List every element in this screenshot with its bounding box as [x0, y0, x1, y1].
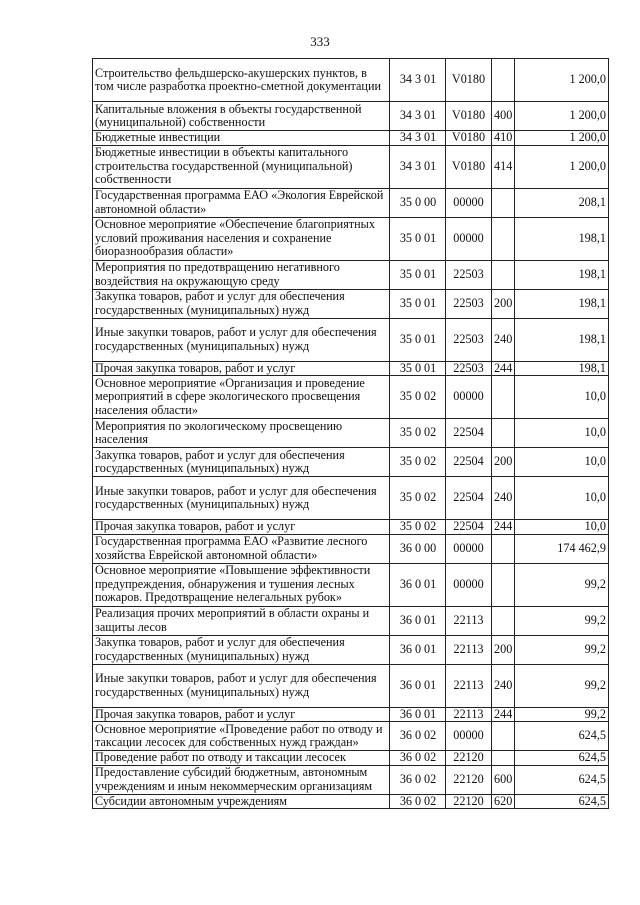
row-code-cell — [390, 318, 446, 361]
row-vr-cell: 200 — [492, 635, 515, 664]
code-part-p3: 02 — [424, 425, 437, 440]
row-csr-cell: V0180 — [446, 59, 492, 102]
row-name-cell: Прочая закупка товаров, работ и услуг — [93, 707, 390, 722]
table-row — [93, 722, 609, 751]
table-row — [93, 635, 609, 664]
row-sum-cell: 624,5 — [515, 765, 609, 794]
row-name-cell: Мероприятия по экологическому просвещению населения — [93, 419, 390, 448]
code-part-p3: 01 — [424, 331, 437, 346]
row-csr-cell: 22120 — [446, 751, 492, 766]
row-sum-cell: 198,1 — [515, 361, 609, 376]
code-part-p1: 36 — [399, 641, 412, 656]
row-csr-cell: 00000 — [446, 217, 492, 260]
row-vr-cell: 620 — [492, 794, 515, 809]
code-part-p3: 01 — [424, 108, 437, 123]
row-code-cell — [390, 217, 446, 260]
table-row — [93, 534, 609, 563]
row-sum-cell: 1 200,0 — [515, 145, 609, 188]
row-code-cell — [390, 361, 446, 376]
row-code-cell — [390, 419, 446, 448]
row-csr-cell: V0180 — [446, 145, 492, 188]
row-sum-cell: 10,0 — [515, 448, 609, 477]
code-part-p3: 01 — [424, 677, 437, 692]
code-part-p3: 01 — [424, 361, 437, 375]
row-name-cell: Иные закупки товаров, работ и услуг для обеспечения государственных (муниципальных) нужд — [93, 664, 390, 707]
row-code-cell — [390, 289, 446, 318]
code-part-p3: 01 — [424, 230, 437, 245]
code-part-p3: 02 — [424, 454, 437, 469]
code-part-p1: 35 — [399, 194, 412, 209]
row-sum-cell: 99,2 — [515, 707, 609, 722]
row-name-cell: Субсидии автономным учреждениям — [93, 794, 390, 809]
code-part-p3: 02 — [424, 794, 437, 808]
row-vr-cell — [492, 534, 515, 563]
code-part-p2: 0 — [414, 454, 422, 469]
row-name-cell: Бюджетные инвестиции — [93, 131, 390, 146]
code-part-p3: 02 — [424, 728, 437, 743]
row-code-cell — [390, 707, 446, 722]
code-part-p2: 0 — [414, 490, 422, 505]
code-part-p3: 01 — [424, 72, 437, 87]
code-part-p3: 01 — [424, 641, 437, 656]
row-csr-cell: 22120 — [446, 765, 492, 794]
row-vr-cell — [492, 751, 515, 766]
row-vr-cell: 414 — [492, 145, 515, 188]
row-vr-cell: 400 — [492, 102, 515, 131]
code-part-p3: 02 — [424, 771, 437, 786]
code-part-p2: 0 — [414, 677, 422, 692]
row-code-cell — [390, 131, 446, 146]
row-vr-cell — [492, 606, 515, 635]
code-part-p2: 0 — [414, 519, 422, 533]
code-part-p1: 36 — [399, 540, 412, 555]
row-name-cell: Бюджетные инвестиции в объекты капитального строительства государственной (муниципальной) собственности — [93, 145, 390, 188]
row-sum-cell: 624,5 — [515, 751, 609, 766]
table-row — [93, 563, 609, 606]
code-part-p2: 0 — [414, 728, 422, 743]
row-vr-cell — [492, 188, 515, 217]
row-name-cell: Основное мероприятие «Обеспечение благоприятных условий проживания населения и сохранение биоразнообразия области» — [93, 217, 390, 260]
table-row — [93, 794, 609, 809]
row-code-cell — [390, 59, 446, 102]
row-sum-cell: 99,2 — [515, 664, 609, 707]
row-sum-cell: 1 200,0 — [515, 102, 609, 131]
code-part-p1: 36 — [399, 771, 412, 786]
code-part-p1: 36 — [399, 707, 412, 721]
row-code-cell — [390, 765, 446, 794]
row-csr-cell: 22113 — [446, 664, 492, 707]
code-part-p2: 0 — [414, 771, 422, 786]
table-row — [93, 477, 609, 520]
row-sum-cell: 1 200,0 — [515, 131, 609, 146]
code-part-p1: 36 — [399, 728, 412, 743]
row-code-cell — [390, 534, 446, 563]
row-vr-cell — [492, 260, 515, 289]
row-sum-cell: 624,5 — [515, 722, 609, 751]
code-part-p1: 36 — [399, 576, 412, 591]
code-part-p2: 0 — [414, 389, 422, 404]
table-row — [93, 318, 609, 361]
code-part-p3: 02 — [424, 519, 437, 533]
budget-table — [92, 58, 609, 809]
row-csr-cell: 22503 — [446, 289, 492, 318]
row-sum-cell: 10,0 — [515, 419, 609, 448]
table-row — [93, 419, 609, 448]
row-code-cell — [390, 260, 446, 289]
code-part-p1: 35 — [399, 425, 412, 440]
row-sum-cell: 198,1 — [515, 289, 609, 318]
row-code-cell — [390, 376, 446, 419]
row-csr-cell: 22503 — [446, 318, 492, 361]
code-part-p2: 0 — [414, 576, 422, 591]
row-csr-cell: 00000 — [446, 534, 492, 563]
row-code-cell — [390, 448, 446, 477]
code-part-p2: 0 — [414, 266, 422, 281]
row-sum-cell: 10,0 — [515, 477, 609, 520]
row-sum-cell: 99,2 — [515, 606, 609, 635]
row-csr-cell: 22113 — [446, 635, 492, 664]
code-part-p1: 36 — [399, 677, 412, 692]
code-part-p3: 01 — [424, 612, 437, 627]
code-part-p3: 01 — [424, 576, 437, 591]
table-row — [93, 102, 609, 131]
code-part-p2: 0 — [414, 331, 422, 346]
row-csr-cell: 22120 — [446, 794, 492, 809]
code-part-p3: 01 — [424, 130, 437, 144]
row-name-cell: Иные закупки товаров, работ и услуг для обеспечения государственных (муниципальных) нужд — [93, 318, 390, 361]
row-csr-cell: 22113 — [446, 707, 492, 722]
code-part-p1: 35 — [399, 230, 412, 245]
row-sum-cell: 174 462,9 — [515, 534, 609, 563]
row-vr-cell: 410 — [492, 131, 515, 146]
code-part-p3: 02 — [424, 490, 437, 505]
table-row — [93, 217, 609, 260]
table-row — [93, 59, 609, 102]
code-part-p2: 0 — [414, 540, 422, 555]
row-vr-cell: 244 — [492, 361, 515, 376]
table-row — [93, 606, 609, 635]
row-name-cell: Строительство фельдшерско-акушерских пунктов, в том числе разработка проектно-сметной документации — [93, 59, 390, 102]
row-code-cell — [390, 188, 446, 217]
code-part-p3: 00 — [424, 194, 437, 209]
table-row — [93, 751, 609, 766]
row-sum-cell: 624,5 — [515, 794, 609, 809]
code-part-p2: 0 — [414, 750, 422, 764]
row-name-cell: Прочая закупка товаров, работ и услуг — [93, 520, 390, 535]
code-part-p1: 35 — [399, 361, 412, 375]
row-code-cell — [390, 606, 446, 635]
code-part-p1: 35 — [399, 266, 412, 281]
row-sum-cell: 10,0 — [515, 520, 609, 535]
row-code-cell — [390, 664, 446, 707]
budget-table-body — [93, 59, 609, 809]
row-vr-cell — [492, 59, 515, 102]
row-code-cell — [390, 751, 446, 766]
row-name-cell: Иные закупки товаров, работ и услуг для обеспечения государственных (муниципальных) нужд — [93, 477, 390, 520]
row-csr-cell: 22504 — [446, 477, 492, 520]
row-name-cell: Основное мероприятие «Повышение эффективности предупреждения, обнаружения и тушения лесных пожаров. Предотвращение нелегальных рубок» — [93, 563, 390, 606]
code-part-p2: 0 — [414, 707, 422, 721]
code-part-p2: 3 — [414, 108, 422, 123]
row-csr-cell: 22504 — [446, 448, 492, 477]
row-code-cell — [390, 102, 446, 131]
code-part-p2: 0 — [414, 612, 422, 627]
row-vr-cell: 240 — [492, 664, 515, 707]
row-name-cell: Мероприятия по предотвращению негативного воздействия на окружающую среду — [93, 260, 390, 289]
row-sum-cell: 1 200,0 — [515, 59, 609, 102]
table-row — [93, 260, 609, 289]
code-part-p3: 02 — [424, 389, 437, 404]
row-code-cell — [390, 563, 446, 606]
row-name-cell: Закупка товаров, работ и услуг для обеспечения государственных (муниципальных) нужд — [93, 289, 390, 318]
code-part-p2: 0 — [414, 194, 422, 209]
row-vr-cell: 200 — [492, 448, 515, 477]
row-sum-cell: 208,1 — [515, 188, 609, 217]
row-vr-cell: 244 — [492, 520, 515, 535]
row-csr-cell: V0180 — [446, 102, 492, 131]
row-name-cell: Государственная программа ЕАО «Развитие лесного хозяйства Еврейской автономной области» — [93, 534, 390, 563]
row-name-cell: Закупка товаров, работ и услуг для обеспечения государственных (муниципальных) нужд — [93, 635, 390, 664]
row-csr-cell: 22503 — [446, 361, 492, 376]
row-name-cell: Государственная программа ЕАО «Экология Еврейской автономной области» — [93, 188, 390, 217]
row-csr-cell: 22504 — [446, 520, 492, 535]
code-part-p1: 35 — [399, 331, 412, 346]
row-sum-cell: 10,0 — [515, 376, 609, 419]
code-part-p3: 01 — [424, 158, 437, 173]
row-name-cell: Прочая закупка товаров, работ и услуг — [93, 361, 390, 376]
code-part-p1: 34 — [399, 130, 412, 144]
row-name-cell: Проведение работ по отводу и таксации лесосек — [93, 751, 390, 766]
code-part-p1: 34 — [399, 158, 412, 173]
row-csr-cell: 22503 — [446, 260, 492, 289]
code-part-p1: 36 — [399, 794, 412, 808]
row-csr-cell: 00000 — [446, 188, 492, 217]
row-name-cell: Основное мероприятие «Организация и проведение мероприятий в сфере экологического просвещения населения области» — [93, 376, 390, 419]
row-name-cell: Капитальные вложения в объекты государственной (муниципальной) собственности — [93, 102, 390, 131]
row-vr-cell: 240 — [492, 477, 515, 520]
table-row — [93, 664, 609, 707]
code-part-p2: 3 — [414, 130, 422, 144]
table-row — [93, 448, 609, 477]
row-vr-cell: 244 — [492, 707, 515, 722]
table-row — [93, 131, 609, 146]
code-part-p1: 35 — [399, 295, 412, 310]
code-part-p1: 35 — [399, 454, 412, 469]
row-vr-cell — [492, 217, 515, 260]
code-part-p2: 0 — [414, 295, 422, 310]
code-part-p1: 35 — [399, 519, 412, 533]
code-part-p2: 0 — [414, 425, 422, 440]
code-part-p2: 0 — [414, 230, 422, 245]
row-vr-cell: 240 — [492, 318, 515, 361]
row-sum-cell: 198,1 — [515, 318, 609, 361]
code-part-p3: 01 — [424, 295, 437, 310]
table-row — [93, 765, 609, 794]
row-name-cell: Реализация прочих мероприятий в области охраны и защиты лесов — [93, 606, 390, 635]
table-row — [93, 145, 609, 188]
row-sum-cell: 198,1 — [515, 260, 609, 289]
row-sum-cell: 99,2 — [515, 563, 609, 606]
code-part-p1: 36 — [399, 750, 412, 764]
code-part-p1: 35 — [399, 490, 412, 505]
table-row — [93, 188, 609, 217]
code-part-p2: 3 — [414, 72, 422, 87]
code-part-p2: 0 — [414, 794, 422, 808]
row-vr-cell — [492, 419, 515, 448]
row-sum-cell: 99,2 — [515, 635, 609, 664]
table-row — [93, 361, 609, 376]
row-csr-cell: 00000 — [446, 722, 492, 751]
row-vr-cell: 600 — [492, 765, 515, 794]
code-part-p2: 0 — [414, 641, 422, 656]
row-vr-cell — [492, 563, 515, 606]
table-row — [93, 707, 609, 722]
row-csr-cell: 00000 — [446, 563, 492, 606]
row-csr-cell: V0180 — [446, 131, 492, 146]
row-code-cell — [390, 477, 446, 520]
row-csr-cell: 22113 — [446, 606, 492, 635]
row-code-cell — [390, 635, 446, 664]
code-part-p2: 0 — [414, 361, 422, 375]
code-part-p1: 36 — [399, 612, 412, 627]
page-number: 333 — [310, 34, 330, 49]
row-sum-cell: 198,1 — [515, 217, 609, 260]
code-part-p3: 00 — [424, 540, 437, 555]
code-part-p1: 35 — [399, 389, 412, 404]
row-code-cell — [390, 145, 446, 188]
code-part-p2: 3 — [414, 158, 422, 173]
row-csr-cell: 00000 — [446, 376, 492, 419]
row-vr-cell — [492, 722, 515, 751]
table-row — [93, 520, 609, 535]
row-vr-cell — [492, 376, 515, 419]
row-name-cell: Предоставление субсидий бюджетным, автономным учреждениям и иным некоммерческим организациям — [93, 765, 390, 794]
table-row — [93, 376, 609, 419]
row-name-cell: Закупка товаров, работ и услуг для обеспечения государственных (муниципальных) нужд — [93, 448, 390, 477]
code-part-p3: 01 — [424, 266, 437, 281]
code-part-p1: 34 — [399, 108, 412, 123]
row-vr-cell: 200 — [492, 289, 515, 318]
row-csr-cell: 22504 — [446, 419, 492, 448]
row-code-cell — [390, 722, 446, 751]
row-code-cell — [390, 794, 446, 809]
code-part-p1: 34 — [399, 72, 412, 87]
code-part-p3: 01 — [424, 707, 437, 721]
row-code-cell — [390, 520, 446, 535]
row-name-cell: Основное мероприятие «Проведение работ по отводу и таксации лесосек для собственных нужд граждан» — [93, 722, 390, 751]
code-part-p3: 02 — [424, 750, 437, 764]
table-row — [93, 289, 609, 318]
